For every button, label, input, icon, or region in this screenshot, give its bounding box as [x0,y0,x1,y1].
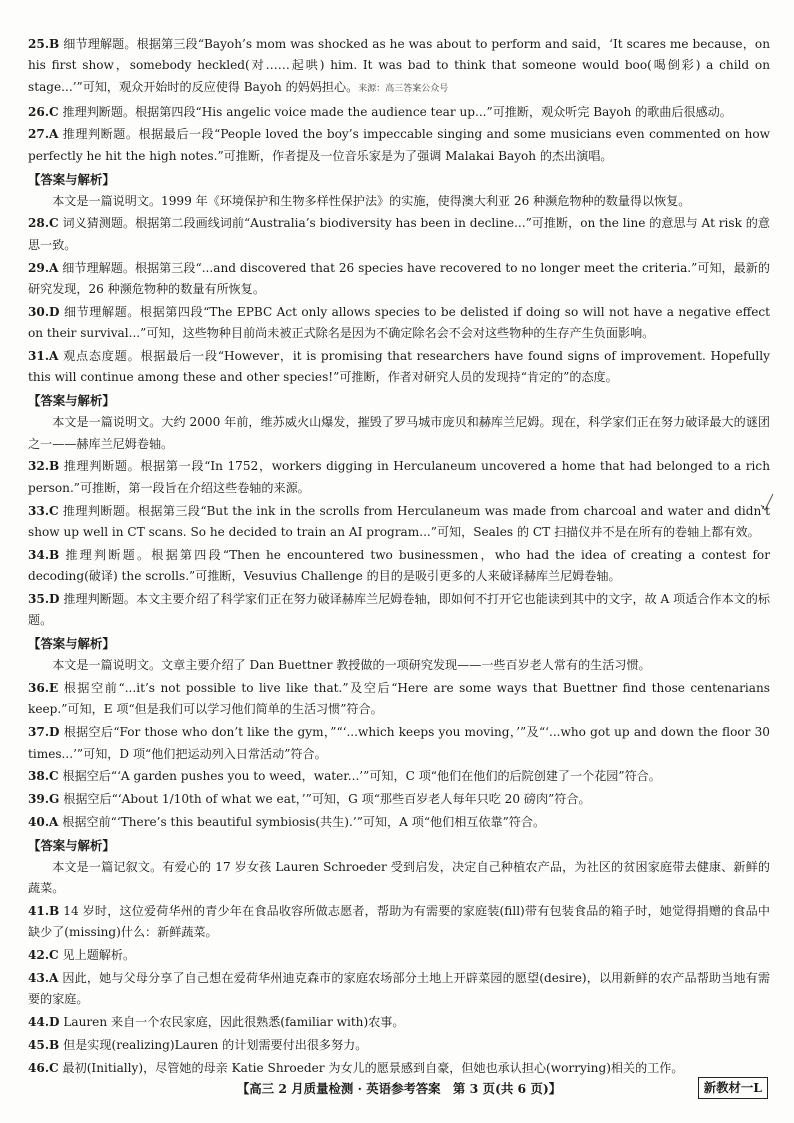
passage-summary: 本文是一篇记叙文。有爱心的 17 岁女孩 Lauren Schroeder 受到启发，决定自己种植农产品，为社区的贫困家庭带去健康、新鲜的蔬菜。 [28,859,770,896]
answer-explanation: 见上题解析。 [58,948,136,963]
answer-explanation: 推理判断题。根据第一段“In 1752，workers digging in Herculaneum uncovered a home that had belonged to a rich person.”可推断，第一段旨在介绍这些卷轴的来源。 [28,459,770,495]
answer-explanation: 根据空前“...it’s not possible to live like that.”及空后“Here are some ways that Buettner find those centenarians keep.”可知，E 项“但是我们可以学习他们简单的生活习惯”符合。 [28,681,770,717]
answer-item [28,346,770,389]
answer-item [28,812,770,833]
answer-explanation: 细节理解题。根据第三段“Bayoh’s mom was shocked as he was about to perform and said，‘It scares me because，on his first show，somebody heckled(对……起哄) him. It was bad to think that someone would boo(喝倒彩) a child on stage...’”可知，观众开始时的反应使得 Bayoh 的妈妈担心。 [28,37,770,94]
answer-explanation: 因此，她与父母分享了自己想在爱荷华州迪克森市的家庭农场部分土地上开辟菜园的愿望(desire)，以用新鲜的农产品帮助当地有需要的家庭。 [28,971,770,1007]
answer-number: 32.B [28,459,60,474]
answer-explanation: 推理判断题。根据第四段“His angelic voice made the audience tear up...”可推断，观众听完 Bayoh 的歌曲后很感动。 [58,104,732,119]
answer-item [28,722,770,765]
answer-number: 29.A [28,260,59,275]
answer-item [28,1012,770,1033]
footer-title: 【高三 2 月质量检测 · 英语参考答案 第 3 页(共 6 页)】 [236,1081,562,1096]
answer-explanation: 推理判断题。本文主要介绍了科学家们正在努力破译赫库兰尼姆卷轴，即如何不打开它也能读到其中的文字，故 A 项适合作本文的标题。 [28,592,770,628]
answer-item [28,678,770,721]
answer-key-body [28,34,770,1081]
answer-explanation: 根据空后“‘About 1/10th of what we eat，’”可知，G 项“那些百岁老人每年只吃 20 磅肉”符合。 [59,792,591,807]
answer-number: 45.B [28,1038,60,1053]
answer-item [28,456,770,499]
answer-explanation: 根据空后“For those who don’t like the gym，”“‘...which keeps you moving，’”及“‘...who got up and down the floor 30 times...’”可知，D 项“他们把运动列入日常活动”符合。 [28,725,770,761]
answer-number: 33.C [28,503,59,518]
answer-explanation: 根据空前“‘There’s this beautiful symbiosis(共生).’”可知，A 项“他们相互依靠”符合。 [58,815,546,830]
answer-number: 31.A [28,349,59,364]
answer-explanation: 细节理解题。根据第四段“The EPBC Act only allows species to be delisted if doing so will not have a negative effect on their survival...”可知，这些物种目前尚未被正式除名是因为不确定除名会不会对这些物种的生存产生负面影响。 [28,304,770,341]
answer-explanation: 观点态度题。根据最后一段“However，it is promising that researchers have found signs of improvement. Hopefully this will continue among these and other species!”可推断，作者对研究人员的发现持“肯定的”的态度。 [28,349,770,385]
answer-item [28,501,770,544]
answer-item [28,789,770,810]
answer-item [28,258,770,301]
section-heading: 【答案与解析】 [28,837,115,853]
answer-number: 28.C [28,216,59,231]
answer-number: 25.B [28,37,60,51]
section-heading: 【答案与解析】 [28,171,115,187]
answer-item [28,545,770,588]
answer-number: 37.D [28,725,60,740]
answer-item [28,124,770,167]
answer-item [28,102,770,123]
answer-number: 42.C [28,948,59,963]
answer-number: 44.D [28,1015,60,1030]
answer-item [28,766,770,787]
passage-summary: 本文是一篇说明文。大约 2000 年前，维苏威火山爆发，摧毁了罗马城市庞贝和赫库兰尼姆。现在，科学家们正在努力破译最大的谜团之一——赫库兰尼姆卷轴。 [28,415,770,451]
answer-explanation: 推理判断题。根据最后一段“People loved the boy’s impeccable singing and some musicians even commented on how perfectly he hit the high notes.”可推断，作者提及一位音乐家是为了强调 Malakai Bayoh 的杰出演唱。 [28,127,770,163]
answer-number: 43.A [28,971,59,986]
answer-number: 41.B [28,904,60,919]
section-heading: 【答案与解析】 [28,636,115,652]
passage-summary: 本文是一篇说明文。文章主要介绍了 Dan Buettner 教授做的一项研究发现——一些百岁老人常有的生活习惯。 [52,658,651,673]
answer-number: 38.C [28,769,59,784]
edition-tag: 新教材一L [698,1077,768,1099]
answer-item [28,968,770,1011]
section-heading: 【答案与解析】 [28,393,115,409]
answer-explanation: 推理判断题。根据第三段“But the ink in the scrolls from Herculaneum was made from charcoal and water and didn’t show up well in CT scans. So he decided to train an AI program...”可知，Seales 的 CT 扫描仪并不是在所有的卷轴上都有效。 [28,503,770,540]
answer-explanation: 细节理解题。根据第三段“...and discovered that 26 species have recovered to no longer meet the criteria.”可知，最新的研究发现，26 种濒危物种的数量有所恢复。 [28,260,770,297]
answer-item [28,34,770,100]
answer-number: 36.E [28,681,59,696]
answer-number: 39.G [28,792,60,807]
answer-explanation: 但是实现(realizing)Lauren 的计划需要付出很多努力。 [59,1038,368,1053]
answer-item [28,302,770,345]
answer-number: 40.A [28,815,59,830]
answer-item [28,945,770,966]
answer-item [28,589,770,632]
answer-item [28,213,770,256]
answer-number: 26.C [28,104,59,119]
answer-item [28,901,770,944]
answer-number: 34.B [28,547,60,562]
answer-explanation: 最初(Initially)，尽管她的母亲 Katie Shroeder 为女儿的愿景感到自豪，但她也承认担心(worrying)相关的工作。 [58,1060,684,1075]
passage-summary: 本文是一篇说明文。1999 年《环境保护和生物多样性保护法》的实施，使得澳大利亚 26 种濒危物种的数量得以恢复。 [52,193,691,208]
answer-explanation: 14 岁时，这位爱荷华州的青少年在食品收容所做志愿者，帮助为有需要的家庭装(fill)带有包装食品的箱子时，她觉得捐赠的食品中缺少了(missing)什么：新鲜蔬菜。 [28,904,770,940]
answer-number: 27.A [28,127,59,142]
source-note: 来源：高三答案公众号 [358,83,449,94]
answer-number: 30.D [28,304,60,319]
answer-explanation: 根据空后“‘A garden pushes you to weed，water...’”可知，C 项“他们在他们的后院创建了一个花园”符合。 [58,769,661,784]
answer-number: 46.C [28,1060,59,1075]
answer-explanation: 推理判断题。根据第四段“Then he encountered two businessmen，who had the idea of creating a contest for decoding(破译) the scrolls.”可推断，Vesuvius Challenge 的目的是吸引更多的人来破译赫库兰尼姆卷轴。 [28,547,770,584]
answer-explanation: Lauren 来自一个农民家庭，因此很熟悉(familiar with)农事。 [59,1015,405,1030]
answer-explanation: 词义猜测题。根据第二段画线词前“Australia’s biodiversity has been in decline...”可推断，on the line 的意思与 At risk 的意思一致。 [28,216,770,252]
page-footer [28,1077,770,1101]
answer-number: 35.D [28,592,60,607]
pen-tick-mark [760,492,774,512]
answer-item [28,1035,770,1056]
